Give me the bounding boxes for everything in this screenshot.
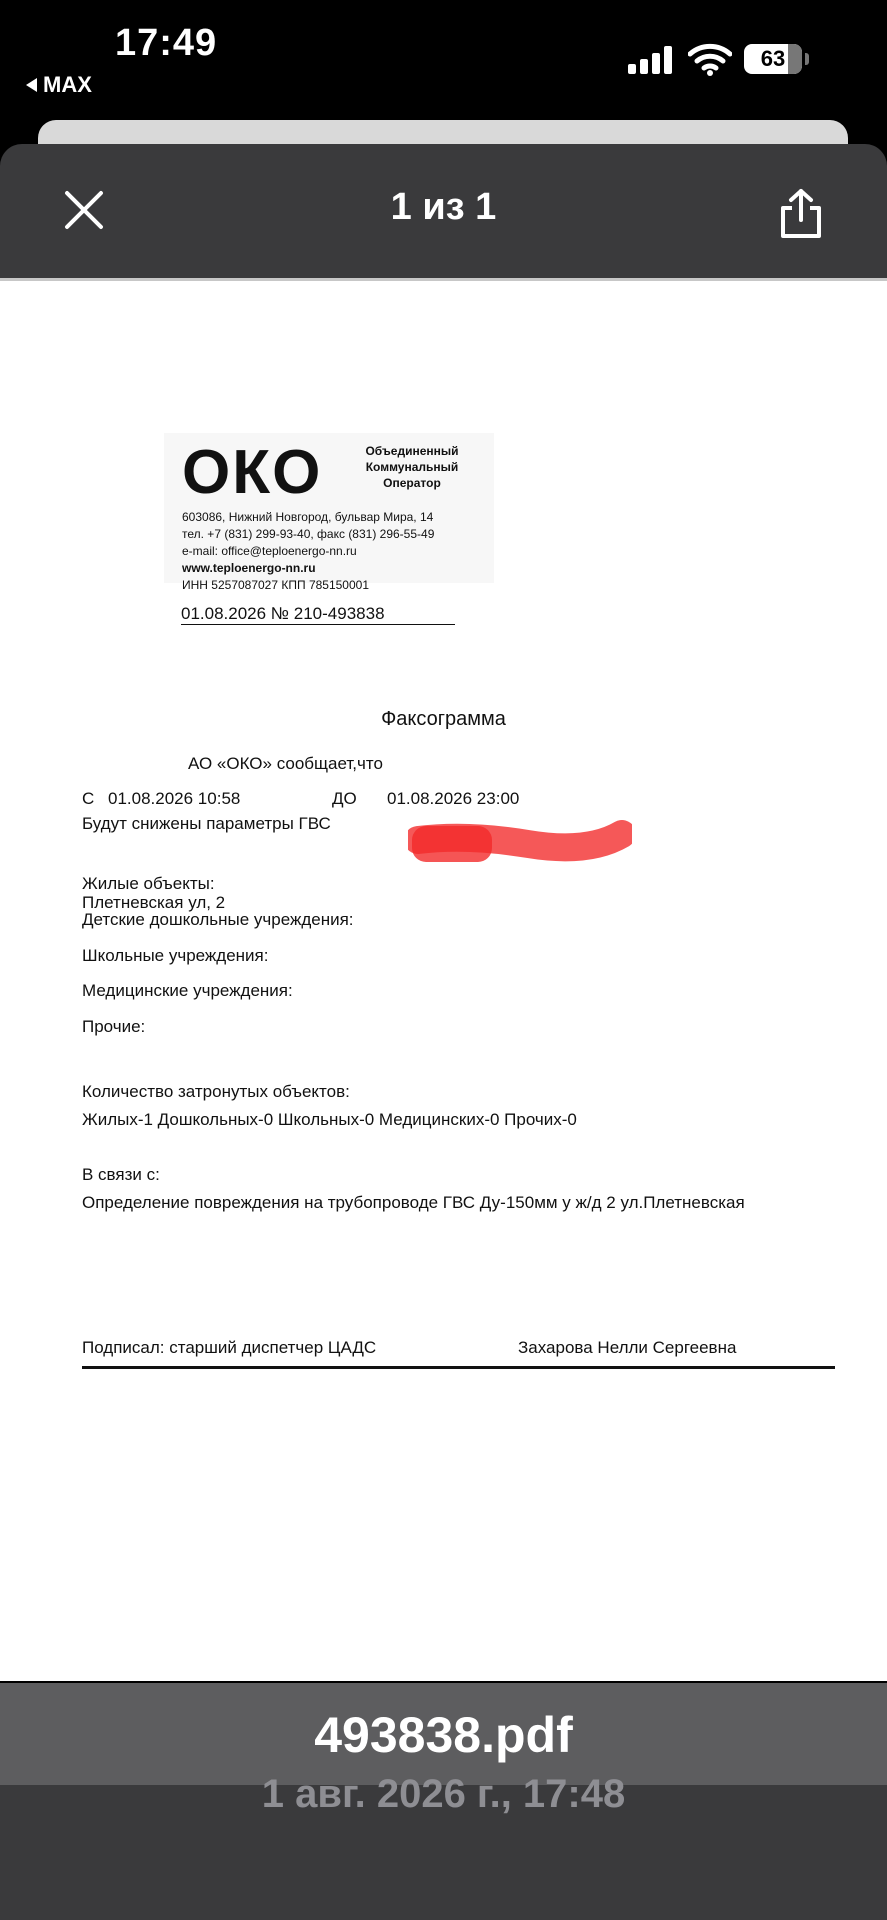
signed-by-label: Подписал: старший диспетчер ЦАДС	[82, 1338, 377, 1357]
viewer-header	[0, 144, 887, 278]
from-label: С	[82, 789, 95, 808]
school-label: Школьные учреждения:	[82, 946, 269, 965]
company-website: www.teploenergo-nn.ru	[182, 561, 316, 575]
residential-label: Жилые объекты:	[82, 874, 215, 893]
back-arrow-icon	[26, 78, 37, 92]
cellular-signal-icon	[628, 46, 672, 74]
file-name: 493838.pdf	[314, 1707, 573, 1763]
company-email: e-mail: office@teploenergo-nn.ru	[182, 544, 357, 558]
intro-text: АО «ОКО» сообщает,что	[188, 754, 383, 773]
share-icon[interactable]	[778, 188, 824, 240]
residential-address: Плетневская ул, 2	[82, 893, 226, 912]
signature-line	[82, 1366, 835, 1369]
company-contacts	[182, 509, 434, 594]
battery-cap	[805, 53, 809, 65]
reason-value: Определение повреждения на трубопроводе ГВС Ду-150мм у ж/д 2 ул.Плетневская	[82, 1193, 745, 1212]
from-value: 01.08.2026 10:58	[108, 789, 241, 808]
company-phone: тел. +7 (831) 299-93-40, факс (831) 296-55-49	[182, 527, 435, 541]
back-app-label: MAX	[43, 72, 92, 97]
count-value: Жилых-1 Дошкольных-0 Школьных-0 Медицинских-0 Прочих-0	[82, 1110, 577, 1129]
count-label: Количество затронутых объектов:	[82, 1082, 350, 1101]
signer-name: Захарова Нелли Сергеевна	[518, 1338, 737, 1357]
other-label: Прочие:	[82, 1017, 146, 1036]
company-letterhead	[164, 433, 494, 592]
battery-level: 63	[760, 46, 786, 71]
medical-label: Медицинские учреждения:	[82, 981, 293, 1000]
document-page[interactable]	[0, 281, 887, 1681]
page-counter: 1 из 1	[390, 186, 497, 228]
to-label: ДО	[332, 789, 357, 808]
document-reference: 01.08.2026 № 210-493838	[181, 604, 455, 625]
company-address: 603086, Нижний Новгород, бульвар Мира, 14	[182, 510, 434, 524]
document-title: Факсограмма	[381, 708, 506, 730]
status-time: 17:49	[115, 22, 218, 64]
back-to-app-link[interactable]	[26, 72, 92, 98]
file-date: 1 авг. 2026 г., 17:48	[261, 1772, 626, 1816]
status-bar	[0, 0, 887, 140]
to-value: 01.08.2026 23:00	[387, 789, 520, 808]
company-logo: ОКО	[182, 438, 323, 507]
company-inn: ИНН 5257087027 КПП 785150001	[182, 578, 370, 592]
wifi-icon	[688, 42, 732, 76]
notice-text: Будут снижены параметры ГВС	[82, 814, 331, 833]
battery-icon	[744, 44, 802, 74]
preschool-label: Детские дошкольные учреждения:	[82, 910, 354, 929]
redaction-mark	[408, 818, 632, 872]
reason-label: В связи с:	[82, 1165, 160, 1184]
company-logo-subtitle: Объединенный Коммунальный Оператор	[365, 444, 459, 490]
